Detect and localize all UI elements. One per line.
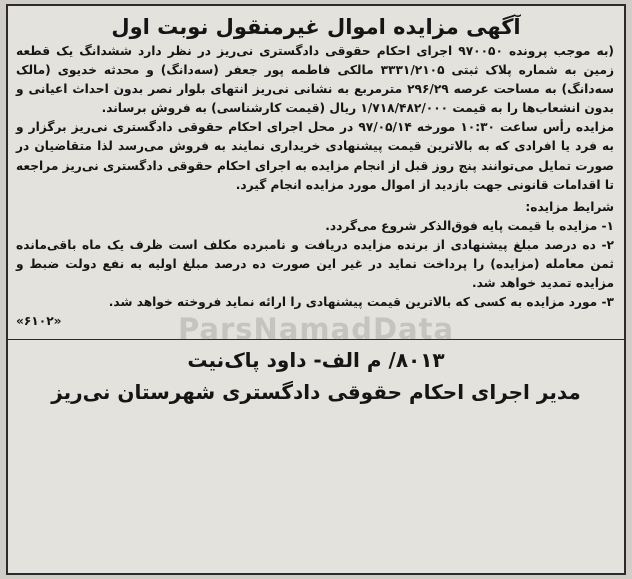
notice-title: آگهی مزایده اموال غیرمنقول نوبت اول bbox=[111, 15, 521, 39]
notice-code: «۶۱۰۲» bbox=[16, 314, 62, 329]
signature-reference: ۸۰۱۳/ م الف- داود پاک‌نیت bbox=[187, 348, 445, 373]
paragraph-auction-details: مزایده رأس ساعت ۱۰:۳۰ مورخه ۹۷/۰۵/۱۴ در محل اجرای احکام حقوقی دادگستری نی‌ریز برگزار و به فرد یا افرادی که به بالاترین قیمت پیشنهادی خریداری نمایند به فروش می‌رسد لذا متقاضیان در صورت تمایل می‌توانند پنج روز قبل از انجام مزایده به اجرای احکام حقوقی دادگستری نی‌ریز مراجعه تا اقدامات قانونی جهت بازدید از اموال مورد مزایده انجام گیرد. bbox=[16, 120, 614, 192]
condition-item-1: ۱- مزایده با قیمت پایه فوق‌الذکر شروع می‌گردد. bbox=[325, 218, 614, 233]
conditions-heading: شرایط مزایده: bbox=[525, 199, 614, 214]
paragraph-case-details: (به موجب پرونده ۹۷۰۰۵۰ اجرای احکام حقوقی دادگستری نی‌ریز در نظر دارد ششدانگ یک قطعه زمین به شماره پلاک ثبتی ۳۳۳۱/۲۱۰۵ مالکی فاطمه پور جعفر (سه‌دانگ) و محدثه خدیوی (مالک سه‌دانگ) به مساحت عرصه ۲۹۶/۲۹ مترمربع به نشانی نی‌ریز انتهای بلوار نصر بدون احداث اعیانی و بدون انشعاب‌ها را به قیمت ۱/۷۱۸/۴۸۲/۰۰۰ ریال (قیمت کارشناسی) به فروش برساند. bbox=[16, 44, 615, 116]
signature-title: مدیر اجرای احکام حقوقی دادگستری شهرستان نی‌ریز bbox=[51, 380, 581, 405]
watermark-text: ParsNamadData bbox=[177, 312, 455, 346]
divider-line bbox=[8, 339, 624, 340]
condition-item-2: ۲- ده درصد مبلغ پیشنهادی از برنده مزایده دریافت و نامبرده مکلف است ظرف یک ماه باقی‌مانده ثمن معامله (مزایده) را پرداخت نماید در غیر این صورت ده درصد مبلغ اولیه به نفع دولت ضبط و مزایده تمدید خواهد شد. bbox=[16, 237, 614, 291]
notice-body bbox=[8, 42, 624, 331]
condition-item-3: ۳- مورد مزایده به کسی که بالاترین قیمت پیشنهادی را ارائه نماید فروخته خواهد شد. bbox=[108, 295, 614, 310]
notice-document bbox=[6, 4, 626, 575]
